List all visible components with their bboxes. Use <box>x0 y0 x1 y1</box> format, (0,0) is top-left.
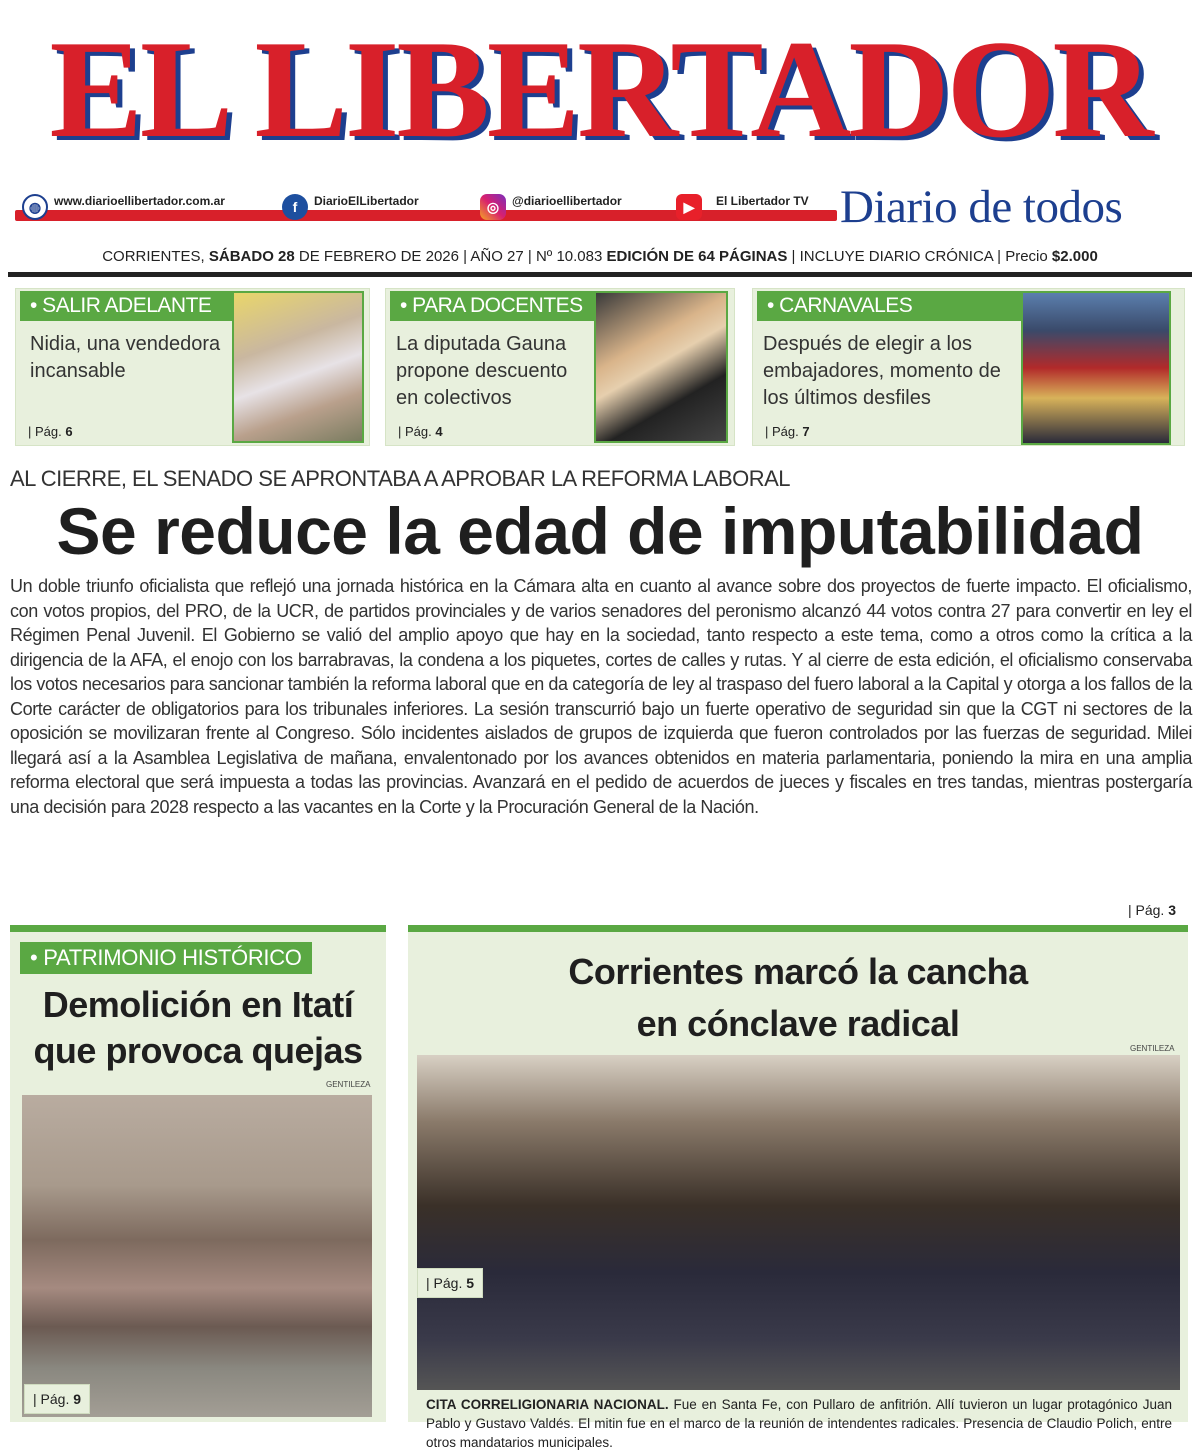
teaser-label: • CARNAVALES <box>757 291 1021 321</box>
page-number: 9 <box>73 1391 82 1407</box>
page-label: Pág. <box>433 1275 463 1291</box>
story-conclave[interactable] <box>408 925 1188 1450</box>
page-ref: | Pág. 5 <box>417 1268 483 1298</box>
website-label: www.diarioellibertador.com.ar <box>54 194 225 208</box>
facebook-icon: f <box>282 194 308 220</box>
facebook-link[interactable] <box>282 194 419 220</box>
page-label: Pág. <box>40 1391 70 1407</box>
instagram-link[interactable] <box>480 194 622 220</box>
photo-credit: GENTILEZA <box>1130 1044 1175 1053</box>
teaser-salir-adelante[interactable] <box>15 288 370 446</box>
teaser-para-docentes[interactable] <box>385 288 735 446</box>
edition: EDICIÓN DE 64 PÁGINAS <box>606 248 788 265</box>
main-body: Un doble triunfo oficialista que reflejó una jornada histórica en la Cámara alta en cuanto al avance sobre dos proyectos de fuerte impacto. El oficialismo, con votos propios, del PRO, de la UCR, de partidos provinciales y de varios senadores del peronismo alcanzó 44 votos contra 27 para convertir en ley el Régimen Penal Juvenil. El Gobierno se valió del amplio apoyo que hay en la sociedad, tanto respecto a este tema, como a otros como la crítica a la dirigencia de la AFA, el enojo con los barrabravas, la condena a los piquetes, cortes de calles y rutas. Y al cierre de esta edición, el oficialismo conservaba los votos necesarios para sancionar también la reforma laboral que en da categoría de ley al traspaso del fuero laboral a la Capital y otorga a los fallos de la Corte carácter de obligatorios para los tribunales inferiores. La sesión transcurrió bajo un fuerte operativo de seguridad sin que la CGT ni sectores de la oposición se movilizaran frente al Congreso. Sólo incidentes aislados de grupos de izquierda que fueron controlados por las fuerzas de seguridad. Milei llegará así a la Asamblea Legislativa de mañana, envalentonado por los avances obtenidos en materia parlamentaria, poniendo la mira en una amplia reforma electoral que será impuesta a todas las provincias. Avanzará en el pedido de acuerdos de jueces y fiscales en tres tandas, mientras postergaría una decisión para 2028 respecto a las vacantes en la Corte y la Procuración General de la Nación. <box>10 576 1192 817</box>
page-ref: | Pág. 9 <box>24 1384 90 1414</box>
day: SÁBADO 28 <box>208 248 295 265</box>
teaser-label: • SALIR ADELANTE <box>20 291 248 321</box>
youtube-icon: ▶ <box>676 194 702 220</box>
section-label: • PATRIMONIO HISTÓRICO <box>20 942 312 974</box>
page-label: Pág. <box>772 424 799 439</box>
teaser-label: • PARA DOCENTES <box>390 291 594 321</box>
page-ref: | Pág. 4 <box>398 424 443 439</box>
caption-text: Fue en Santa Fe, con Pullaro de anfitrión. Allí tuvieron un lugar protagónico Juan Pablo y Gustavo Valdés. El mitin fue en el marco de la reunión de intendentes radicales. Presencia de Claudio Polich, entre otros mandatarios municipales. <box>426 1397 1172 1450</box>
page-ref: | Pág. 3 <box>1127 902 1176 918</box>
edition-info <box>0 248 1200 265</box>
instagram-icon: ◎ <box>480 194 506 220</box>
page-number: 6 <box>65 424 73 439</box>
page-ref: | Pág. 6 <box>28 424 73 439</box>
conclave-photo <box>417 1055 1180 1390</box>
youtube-link[interactable] <box>676 194 809 220</box>
facebook-label: DiarioElLibertador <box>314 194 419 208</box>
youtube-label: El Libertador TV <box>716 194 809 208</box>
story-headline <box>10 982 386 1074</box>
story-itati[interactable] <box>10 925 386 1422</box>
includes: | INCLUYE DIARIO CRÓNICA | Precio <box>791 248 1048 265</box>
teaser-carnavales[interactable] <box>752 288 1185 446</box>
globe-icon: ◍ <box>22 194 48 220</box>
main-kicker: AL CIERRE, EL SENADO SE APRONTABA A APROBAR LA REFORMA LABORAL <box>10 466 791 491</box>
masthead-logo: EL LIBERTADOR <box>49 12 1151 167</box>
page-label: Pág. <box>405 424 432 439</box>
teaser-text: Después de elegir a los embajadores, momento de los últimos desfiles <box>763 333 1001 409</box>
instagram-label: @diarioellibertador <box>512 194 622 208</box>
page-ref: | Pág. 7 <box>765 424 810 439</box>
story-headline <box>408 946 1188 1050</box>
headline-line: en cónclave radical <box>636 1003 960 1044</box>
price: $2.000 <box>1051 248 1098 265</box>
city: CORRIENTES, <box>102 248 205 265</box>
page-number: 5 <box>466 1275 475 1291</box>
teaser-text: Nidia, una vendedora incansable <box>30 333 221 382</box>
headline-line: Corrientes marcó la cancha <box>568 951 1028 992</box>
page-number: 7 <box>802 424 810 439</box>
photo-caption <box>426 1395 1172 1452</box>
caption-lead: CITA CORRELIGIONARIA NACIONAL. <box>426 1397 669 1412</box>
teaser-text: La diputada Gauna propone descuento en colectivos <box>396 333 568 409</box>
main-headline[interactable]: Se reduce la edad de imputabilidad <box>56 494 1144 568</box>
page-label: Pág. <box>35 424 62 439</box>
vendor-photo <box>232 291 364 443</box>
page-number: 4 <box>435 424 443 439</box>
tagline: Diario de todos <box>840 181 1123 233</box>
headline-line: Demolición en Itatí <box>42 984 354 1025</box>
demolition-photo <box>22 1095 372 1417</box>
carnival-photo <box>1021 291 1171 445</box>
photo-credit: GENTILEZA <box>326 1080 371 1089</box>
headline-line: que provoca quejas <box>33 1030 363 1071</box>
divider <box>8 272 1192 277</box>
page-label: Pág. <box>1135 902 1165 918</box>
deputy-photo <box>594 291 728 443</box>
website-link[interactable] <box>22 194 225 220</box>
page-number: 3 <box>1168 902 1176 918</box>
date: DE FEBRERO DE 2026 | AÑO 27 | Nº 10.083 <box>298 248 603 265</box>
